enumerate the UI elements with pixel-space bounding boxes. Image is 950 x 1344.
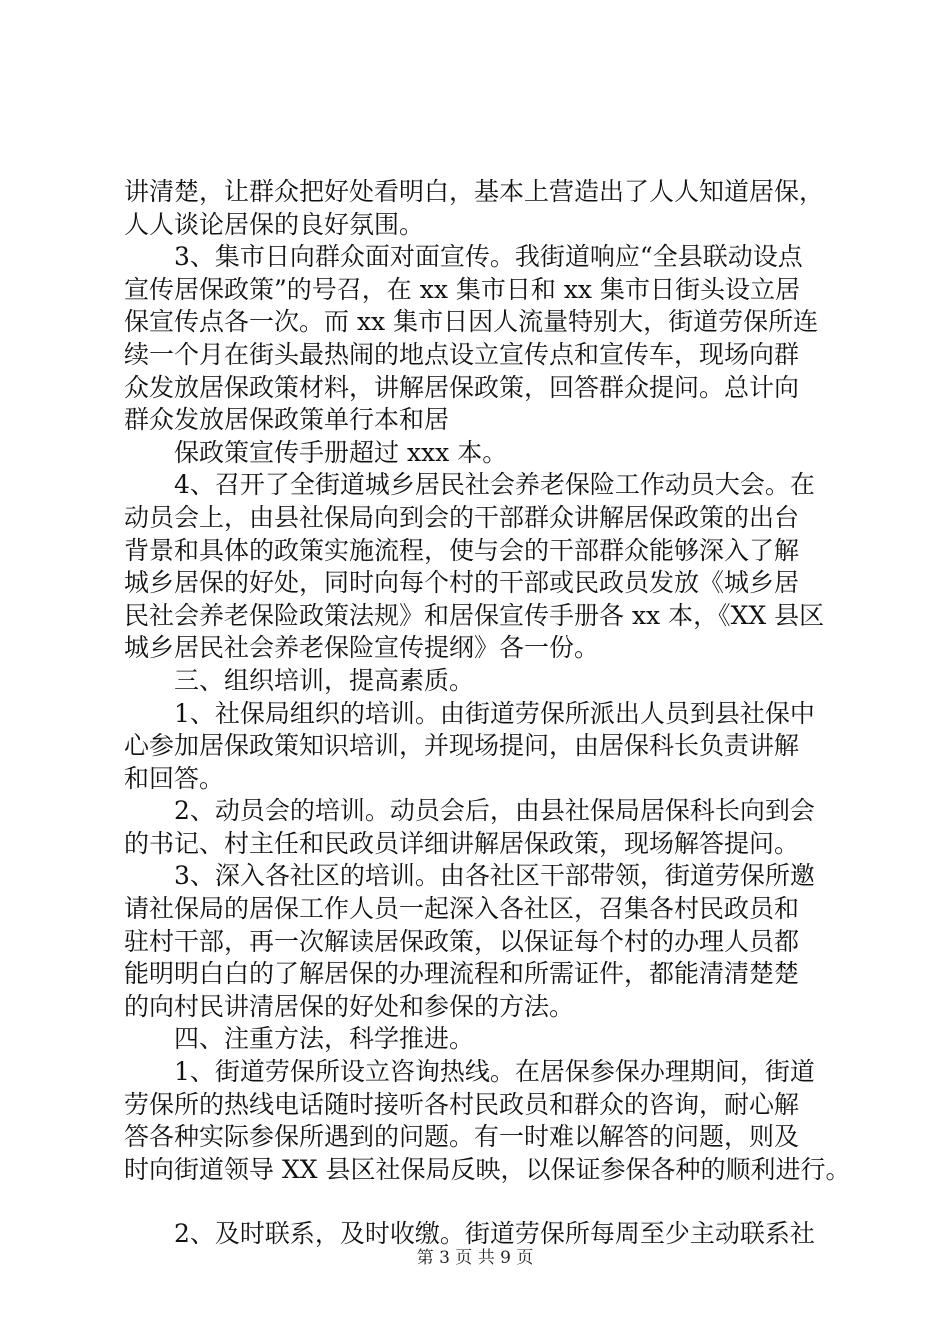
text-line: 驻村干部，再一次解读居保政策，以保证每个村的办理人员都	[124, 926, 800, 956]
text-line: 讲清楚，让群众把好处看明白，基本上营造出了人人知道居保，	[124, 177, 825, 206]
text-line: 保政策宣传手册超过 xxx 本。	[174, 437, 508, 467]
section-heading: 四、注重方法，科学推进。	[174, 1024, 475, 1054]
body-text	[124, 176, 851, 1251]
text-line: 城乡居民社会养老保险宣传提纲》各一份。	[124, 633, 600, 663]
text-line: 人人谈论居保的良好氛围。	[124, 209, 425, 239]
text-line: 能明明白白的了解居保的办理流程和所需证件，都能清清楚楚	[124, 959, 800, 989]
text-line: 4、召开了全街道城乡居民社会养老保险工作动员大会。在	[174, 470, 815, 500]
text-line: 保宣传点各一次。而 xx 集市日因人流量特别大，街道劳保所连	[124, 307, 819, 337]
text-line: 背景和具体的政策实施流程，使与会的干部群众能够深入了解	[124, 535, 800, 565]
section-heading: 三、组织培训，提高素质。	[174, 665, 475, 695]
text-line: 众发放居保政策材料，讲解居保政策，回答群众提问。总计向	[124, 372, 800, 402]
text-line: 心参加居保政策知识培训，并现场提问，由居保科长负责讲解	[124, 731, 800, 761]
text-line: 城乡居保的好处，同时向每个村的干部或民政员发放《城乡居	[124, 568, 800, 598]
paragraph-gap	[124, 1186, 844, 1218]
text-line: 劳保所的热线电话随时接听各村民政员和群众的咨询，耐心解	[124, 1089, 800, 1119]
text-line: 的向村民讲清居保的好处和参保的方法。	[124, 991, 575, 1021]
text-line: 民社会养老保险政策法规》和居保宣传手册各 xx 本，《XX 县区	[124, 600, 825, 630]
text-line: 动员会上，由县社保局向到会的干部群众讲解居保政策的出台	[124, 502, 800, 532]
text-line: 答各种实际参保所遇到的问题。有一时难以解答的问题，则及	[124, 1122, 800, 1152]
text-line: 续一个月在街头最热闹的地点设立宣传点和宣传车，现场向群	[124, 339, 800, 369]
text-line: 2、动员会的培训。动员会后，由县社保局居保科长向到会	[174, 796, 815, 826]
text-line: 的书记、村主任和民政员详细讲解居保政策，现场解答提问。	[124, 828, 800, 858]
page-number-footer: 第 3 页 共 9 页	[416, 1248, 534, 1268]
text-line: 宣传居保政策”的号召，在 xx 集市日和 xx 集市日街头设立居	[124, 274, 800, 304]
text-line: 请社保局的居保工作人员一起深入各社区，召集各村民政员和	[124, 894, 800, 924]
text-line: 2、及时联系，及时收缴。街道劳保所每周至少主动联系社	[174, 1219, 815, 1249]
text-line: 3、深入各社区的培训。由各社区干部带领，街道劳保所邀	[174, 861, 815, 891]
text-line: 1、街道劳保所设立咨询热线。在居保参保办理期间，街道	[174, 1057, 815, 1087]
text-line: 和回答。	[124, 763, 225, 793]
text-line: 1、社保局组织的培训。由街道劳保所派出人员到县社保中	[174, 698, 815, 728]
text-line: 3、集市日向群众面对面宣传。我街道响应“全县联动设点	[174, 242, 803, 272]
text-line: 时向街道领导 XX 县区社保局反映，以保证参保各种的顺利进行。	[124, 1154, 851, 1184]
text-line: 群众发放居保政策单行本和居	[124, 405, 450, 435]
